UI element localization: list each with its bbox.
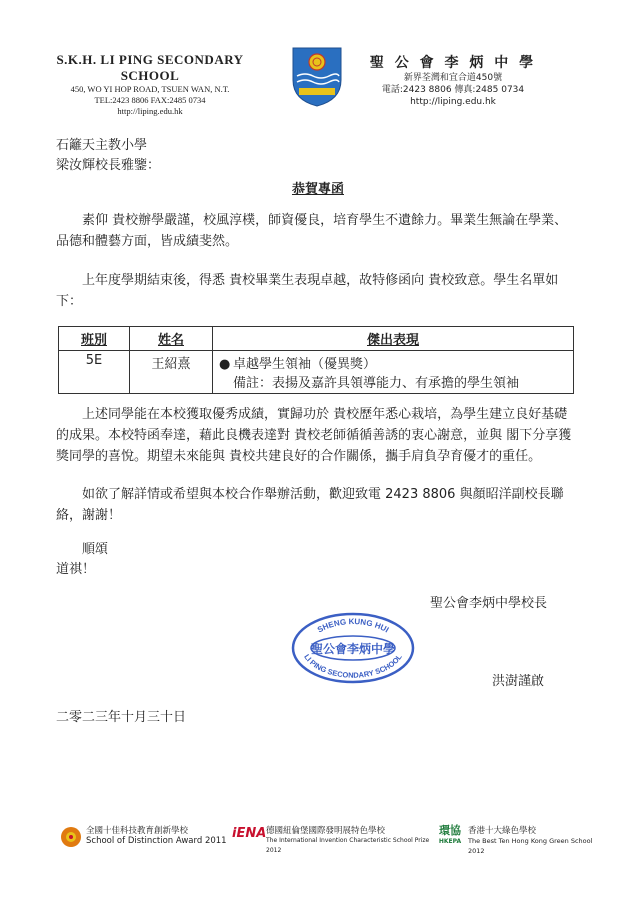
award-2-zh: 德國紐倫堡國際發明展特色學校 bbox=[266, 826, 386, 836]
letterhead-english bbox=[40, 52, 260, 117]
school-seal-stamp bbox=[288, 608, 418, 684]
phone-fax-zh: 電話:2423 8806 傳真:2485 0734 bbox=[381, 85, 525, 95]
letter-date: 二零二三年十月三十日 bbox=[56, 710, 187, 725]
letter-subject: 恭賀專函 bbox=[291, 182, 344, 197]
signature-title: 聖公會李炳中學校長 bbox=[430, 596, 548, 611]
svg-text:SHENG KUNG HUI: SHENG KUNG HUI bbox=[315, 617, 391, 635]
phone-fax-en: TEL:2423 8806 FAX:2485 0734 bbox=[94, 95, 206, 105]
svg-text:LI PING SECONDARY SCHOOL: LI PING SECONDARY SCHOOL bbox=[302, 652, 404, 680]
table-header-name: 姓名 bbox=[130, 327, 213, 351]
closing-line-2: 道祺！ bbox=[56, 562, 96, 577]
award-3-zh: 香港十大綠色學校 bbox=[468, 826, 537, 836]
achievement-remark: 備註：表揚及嘉許具領導能力、有承擔的學生領袖 bbox=[233, 376, 520, 391]
award-1-en: School of Distinction Award 2011 bbox=[86, 836, 227, 846]
svg-text:聖公會李炳中學: 聖公會李炳中學 bbox=[310, 642, 396, 656]
recipient-school: 石籬天主教小學 bbox=[56, 138, 148, 153]
website-zh: http://liping.edu.hk bbox=[410, 97, 496, 107]
website-en: http://liping.edu.hk bbox=[117, 106, 183, 116]
school-crest-logo bbox=[291, 46, 343, 108]
award-medal-icon bbox=[60, 826, 82, 848]
footer-award-1 bbox=[60, 826, 230, 846]
achievement-text: 卓越學生領袖（優異獎） bbox=[233, 357, 377, 372]
recipient-principal: 梁汝輝校長雅鑒： bbox=[56, 158, 161, 173]
table-header-row bbox=[59, 327, 574, 351]
paragraph-3: 上述同學能在本校獲取優秀成績，實歸功於 貴校歷年悉心栽培，為學生建立良好基礎的成果。本校特函奉達，藉此良機表達對 貴校老師循循善誘的衷心謝意，並與 閣下分享獲獎同學的喜悅。期望未來能與 貴校共建良好的合作關係，攜手肩負孕育優才的重任。 bbox=[56, 407, 572, 464]
paragraph-2: 上年度學期結束後，得悉 貴校畢業生表現卓越，故特修函向 貴校致意。學生名單如下： bbox=[56, 273, 559, 309]
address-en: 450, WO YI HOP ROAD, TSUEN WAN, N.T. bbox=[70, 84, 230, 94]
cell-name: 王紹熹 bbox=[130, 351, 213, 394]
letterhead-chinese bbox=[368, 52, 538, 108]
cell-achievement bbox=[213, 351, 574, 394]
table-header-class: 班別 bbox=[59, 327, 130, 351]
school-name-zh: 聖 公 會 李 炳 中 學 bbox=[369, 55, 537, 71]
table-row bbox=[59, 351, 574, 394]
signatory-name: 洪澍謹啟 bbox=[492, 674, 545, 689]
cell-class: 5E bbox=[59, 351, 130, 394]
award-2-en: The International Invention Characteristic School Prize 2012 bbox=[266, 837, 430, 854]
footer-award-3 bbox=[436, 822, 606, 856]
paragraph-1: 素仰 貴校辦學嚴謹，校風淳樸，師資優良，培育學生不遺餘力。畢業生無論在學業、品德和體藝方面，皆成績斐然。 bbox=[56, 213, 568, 249]
hkepa-logo: 環協 HKEPA bbox=[438, 824, 462, 845]
bullet-icon: ● bbox=[219, 357, 231, 372]
closing-line-1: 順頌 bbox=[82, 542, 109, 557]
student-table bbox=[58, 326, 574, 394]
table-header-achievement: 傑出表現 bbox=[213, 327, 574, 351]
iena-logo: iENA bbox=[232, 826, 267, 841]
award-1-zh: 全國十佳科技教育創新學校 bbox=[86, 826, 189, 836]
paragraph-4: 如欲了解詳情或希望與本校合作舉辦活動，歡迎致電 2423 8806 與顏昭洋副校長聯絡，謝謝！ bbox=[56, 487, 564, 523]
footer-award-2 bbox=[232, 826, 432, 856]
school-name-en: S.K.H. LI PING SECONDARY SCHOOL bbox=[56, 52, 244, 83]
address-zh: 新界荃灣和宜合道450號 bbox=[403, 73, 503, 83]
award-3-en: The Best Ten Hong Kong Green School 2012 bbox=[468, 837, 593, 855]
